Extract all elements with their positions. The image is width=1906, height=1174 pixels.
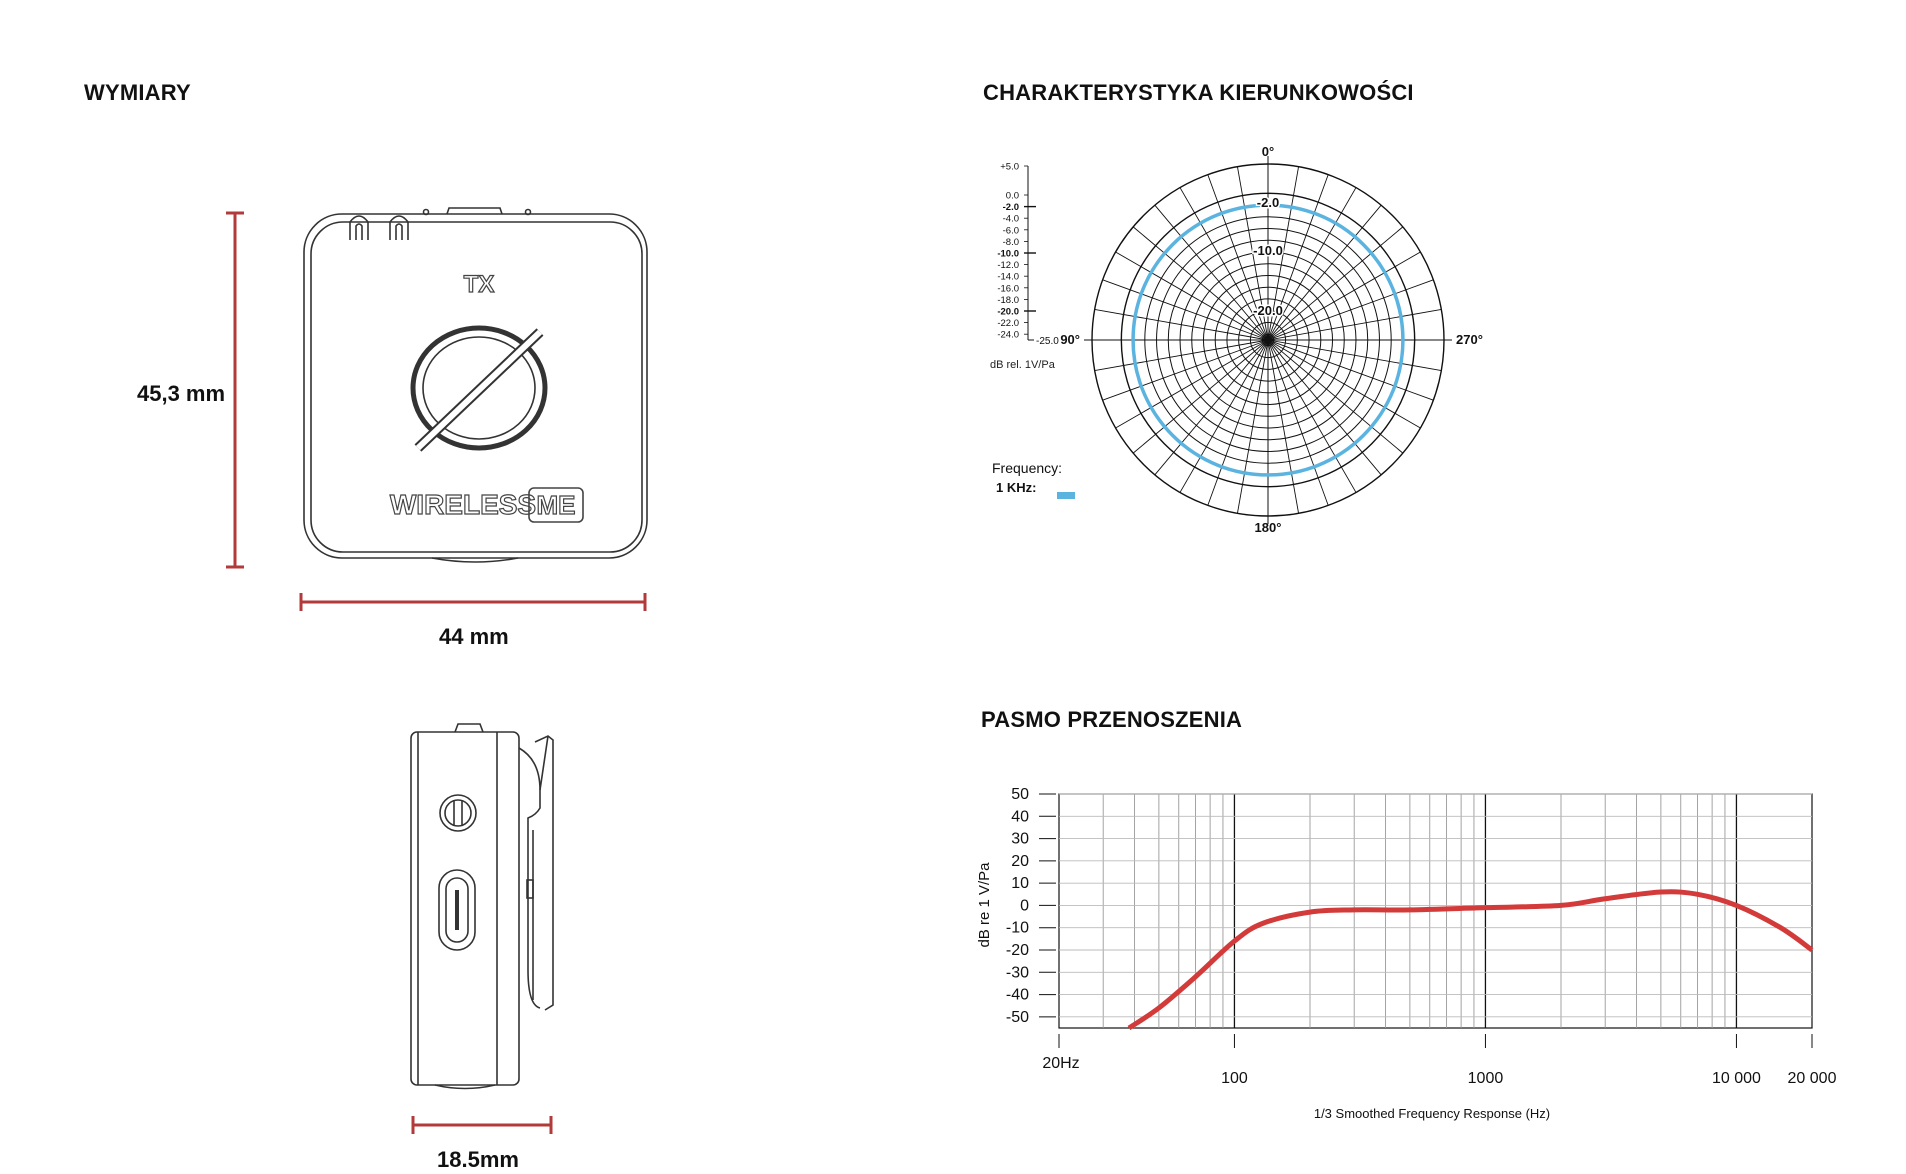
freq-y-tick-label: -40 — [1005, 986, 1029, 1004]
legend-item-label: 1 KHz: — [996, 480, 1037, 495]
frequency-response-heading: PASMO PRZENOSZENIA — [981, 707, 1243, 732]
freq-x-axis — [1042, 1034, 1836, 1087]
scale-label: -22.0 — [997, 318, 1019, 330]
height-label: 45,3 mm — [137, 381, 226, 406]
ring-label: -2.0 — [1256, 195, 1280, 210]
freq-x-tick-label: 1000 — [1467, 1070, 1504, 1087]
polar-grid — [1084, 156, 1452, 524]
side-view-drawing — [390, 720, 590, 1170]
freq-y-tick-label: 40 — [1011, 808, 1029, 826]
legend-title: Frequency: — [992, 460, 1063, 476]
angle-label-90: 90° — [1060, 332, 1080, 347]
ring-label: -20.0 — [1253, 303, 1283, 318]
freq-y-tick-label: -10 — [1005, 919, 1029, 937]
ring-label: -10.0 — [1253, 243, 1283, 258]
scale-label: -2.0 — [1002, 202, 1019, 214]
freq-x-tick-label: 20Hz — [1042, 1055, 1080, 1072]
freq-y-axis — [1006, 786, 1056, 1026]
height-dimension-line — [226, 213, 244, 567]
scale-label: -16.0 — [997, 283, 1019, 295]
tx-label: TX — [463, 271, 495, 298]
angle-label-0: 0° — [1261, 144, 1275, 159]
scale-label: -18.0 — [997, 294, 1019, 306]
freq-x-axis-label: 1/3 Smoothed Frequency Response (Hz) — [1313, 1106, 1551, 1121]
freq-x-tick-label: 10 000 — [1711, 1070, 1761, 1087]
width-dimension-line — [301, 593, 645, 611]
freq-y-tick-label: 10 — [1011, 875, 1029, 893]
depth-label: 18.5mm — [437, 1147, 519, 1172]
scale-label: -8.0 — [1002, 236, 1019, 248]
freq-y-tick-label: -30 — [1005, 964, 1029, 982]
freq-y-tick-label: 20 — [1011, 852, 1029, 870]
scale-unit-label: dB rel. 1V/Pa — [990, 359, 1055, 371]
polar-pattern-heading: CHARAKTERYSTYKA KIERUNKOWOŚCI — [983, 80, 1414, 105]
angle-label-270: 270° — [1456, 332, 1483, 347]
freq-y-tick-label: 50 — [1011, 786, 1029, 803]
scale-label: -4.0 — [1002, 213, 1019, 225]
scale-label: +5.0 — [1000, 161, 1019, 173]
frequency-response-curve — [1129, 892, 1812, 1028]
width-label: 44 mm — [439, 624, 509, 649]
freq-y-tick-label: -50 — [1005, 1008, 1029, 1026]
scale-label: -14.0 — [997, 271, 1019, 283]
scale-label: -12.0 — [997, 260, 1019, 272]
scale-label: -25.0 — [1036, 336, 1059, 347]
front-view-drawing — [200, 190, 900, 660]
scale-label: 0.0 — [1005, 190, 1019, 202]
scale-label: -20.0 — [997, 306, 1019, 318]
scale-label: -10.0 — [997, 248, 1019, 260]
depth-dimension-line — [413, 1116, 551, 1134]
transmitter-side-outline — [411, 724, 553, 1089]
scale-label: -24.0 — [997, 329, 1019, 341]
legend-swatch-1khz — [1057, 492, 1075, 499]
polar-pattern-chart — [980, 140, 1520, 540]
freq-y-tick-label: 30 — [1011, 830, 1029, 848]
angle-label-180: 180° — [1254, 520, 1282, 535]
freq-y-tick-label: -20 — [1005, 942, 1029, 959]
freq-y-tick-label: 0 — [1020, 897, 1029, 915]
freq-x-tick-label: 100 — [1221, 1070, 1248, 1087]
brand-label: WIRELESS — [389, 489, 537, 520]
freq-y-axis-label: dB re 1 V/Pa — [976, 862, 993, 948]
model-label: ME — [536, 490, 576, 520]
freq-x-tick-label: 20 000 — [1787, 1070, 1837, 1087]
scale-label: -6.0 — [1002, 225, 1019, 237]
polar-db-scale — [997, 162, 1059, 348]
dimensions-heading: WYMIARY — [84, 80, 191, 105]
frequency-response-chart — [960, 770, 1840, 1170]
